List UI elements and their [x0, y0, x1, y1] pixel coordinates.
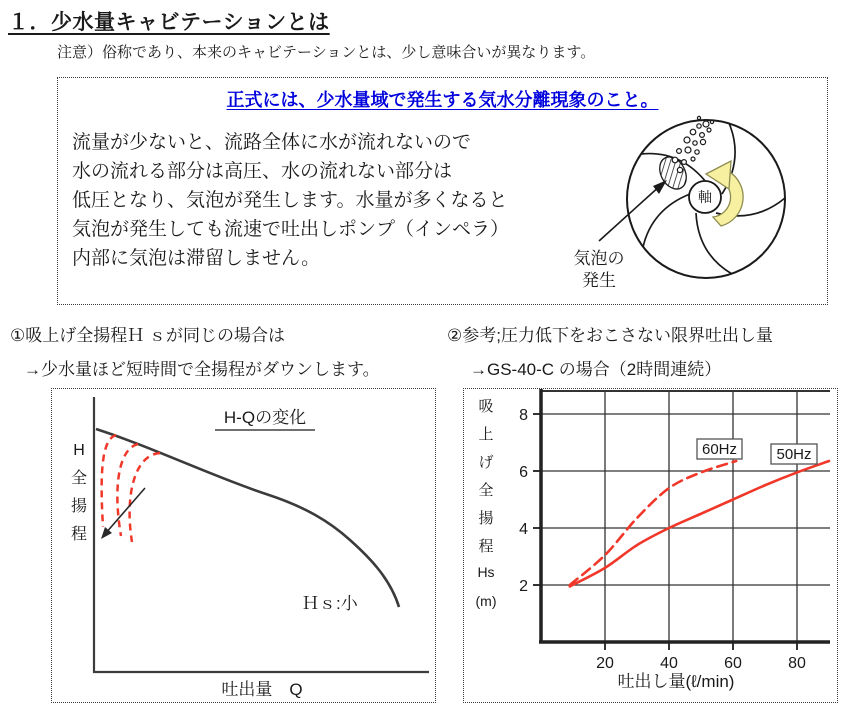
- gs-ylabel-char: 全: [478, 482, 494, 499]
- definition-body-line: 水の流れる部分は高圧、水の流れない部分は: [72, 161, 453, 182]
- series-label-50Hz: 50Hz: [776, 446, 812, 463]
- section-1: [10, 321, 380, 380]
- tick-label-x-40: 40: [660, 655, 678, 672]
- hq-main-curve: [96, 429, 399, 607]
- bubble-caption-line2: 発生: [582, 271, 616, 290]
- definition-body-line: 低圧となり、気泡が発生します。水量が多くなると: [72, 190, 508, 211]
- gs-ylabel-char: 程: [478, 538, 494, 555]
- section-1-heading: ①吸上げ全揚程Ｈ ｓが同じの場合は: [10, 326, 285, 345]
- section-2-heading: ②参考;圧力低下をおこさない限界吐出し量: [447, 326, 773, 345]
- hq-dashed-curve-2: [117, 444, 138, 536]
- head-drop-arrow-line: [105, 488, 145, 534]
- hq-ylabel-char: H: [73, 442, 85, 459]
- hq-axes: [94, 397, 429, 672]
- definition-box: [57, 77, 828, 305]
- gs-ylabel-char: げ: [478, 454, 494, 471]
- hq-xlabel: 吐出量 Q: [221, 680, 303, 699]
- gs-chart-box: [463, 388, 838, 703]
- section-1-subheading: →少水量ほど短時間で全揚程がダウンします。: [24, 360, 380, 379]
- hq-annotation-hs-small: Ｈｓ:小: [302, 594, 358, 613]
- gs-ylabel-char: (m): [475, 593, 497, 609]
- tick-label-x-80: 80: [788, 655, 806, 672]
- definition-heading: 正式には、少水量域で発生する気水分離現象のこと。: [226, 90, 659, 110]
- tick-label-y-2: 2: [519, 578, 528, 595]
- gs-ylabel-char: 吸: [478, 398, 494, 415]
- hq-chart-box: [51, 388, 436, 703]
- gs-ylabel-char: 上: [478, 426, 494, 443]
- hq-ylabel-char: 揚: [70, 498, 88, 515]
- impeller-diagram: [547, 78, 827, 303]
- definition-body-line: 気泡が発生しても流速で吐出しポンプ（インペラ）: [72, 219, 510, 240]
- gs-xlabel: 吐出し量(ℓ/min): [617, 672, 735, 691]
- gs-discharge-chart: [464, 389, 835, 700]
- tick-label-x-60: 60: [724, 655, 742, 672]
- tick-label-y-8: 8: [519, 407, 528, 424]
- series-50Hz: [570, 461, 829, 586]
- tick-label-y-6: 6: [519, 464, 528, 481]
- hq-ylabel-char: 程: [70, 526, 88, 543]
- section-2-subheading: →GS-40-C の場合（2時間連続）: [470, 360, 722, 379]
- hq-chart: [52, 389, 432, 699]
- definition-body-line: 流量が少ないと、流路全体に水が流れないので: [72, 132, 472, 153]
- tick-label-x-20: 20: [596, 655, 614, 672]
- shaft-label: 軸: [698, 189, 712, 205]
- bubble-caption-line1: 気泡の: [573, 249, 625, 268]
- series-60Hz: [570, 461, 736, 585]
- hq-chart-title: H-Qの変化: [223, 408, 307, 427]
- series-label-60Hz: 60Hz: [701, 441, 738, 458]
- page-title: １．少水量キャビテーションとは: [8, 11, 330, 34]
- note-text: 注意）俗称であり、本来のキャビテーションとは、少し意味合いが異なります。: [57, 44, 596, 61]
- tick-label-y-4: 4: [519, 521, 528, 538]
- section-2: [447, 321, 773, 380]
- hq-ylabel-char: 全: [70, 470, 88, 487]
- definition-body: [72, 128, 509, 273]
- gs-ylabel-char: 揚: [478, 510, 494, 527]
- hq-dashed-curve-3: [130, 453, 160, 542]
- gs-ylabel-char: Hs: [477, 564, 495, 580]
- definition-body-line: 内部に気泡は滞留しません。: [72, 248, 321, 269]
- hq-dashed-curve-1: [102, 435, 116, 527]
